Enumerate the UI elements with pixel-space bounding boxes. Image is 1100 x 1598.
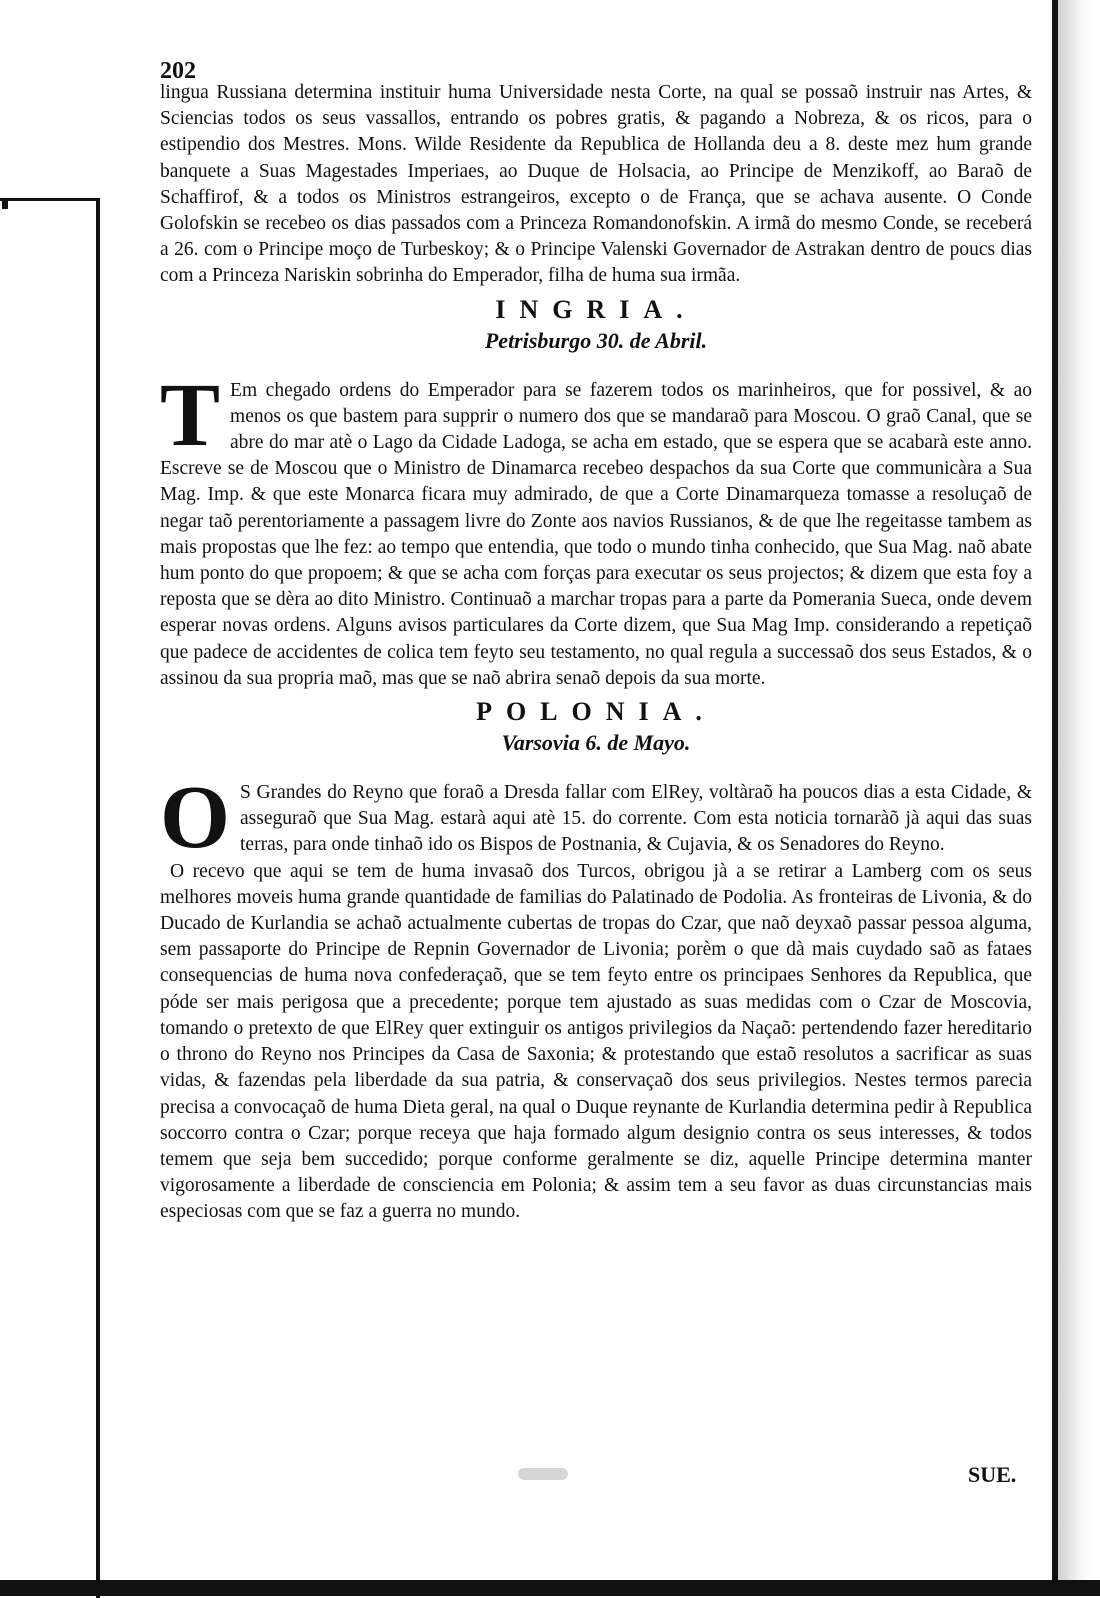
section-paragraph: Em chegado ordens do Emperador para se fazerem todos os marinheiros, que for possivel, & ao menos os que bastem para supprir o numero dos que se mandaraõ para Moscou. O graõ Canal, que se abre do mar atè o Lago da Cidade Ladoga, se acha em estado, que se espera que se acabarà este anno. Escreve se de Moscou que o Ministro de Dinamarca recebeo despachos da sua Corte que communicàra a Sua Mag. Imp. & que este Monarca ficara muy admirado, de que a Corte Dinamarqueza tomasse a resoluçaõ de negar taõ perentoriamente a passagem livre do Zonte aos navios Russianos, & de que lhe regeitasse tambem as mais propostas que lhe fez: ao tempo que entendia, que todo o mundo tinha conhecido, que Sua Mag. naõ abate hum ponto do que propoem; & que se acha com forças para executar os seus projectos; & dizem que esta foy a reposta que se dèra ao dito Ministro. Continuaõ a marchar tropas para a parte da Pomerania Sueca, onde devem esperar novas ordens. Alguns avisos particulares da Corte dizem, que Sua Mag Imp. considerando a repetiçaõ que padece de accidentes de colica tem feyto seu testamento, no qual regula a successaõ dos seus Estados, & o assinou da sua propria maõ, mas que se naõ abrira senaõ depois da sua morte. xyxy=(160,379,1032,689)
intro-paragraph: lingua Russiana determina instituir huma Universidade nesta Corte, na qual se possaõ instruir nas Artes, & Sciencias todos os seus vassallos, entrando os pobres gratis, & pagando a Nobreza, & os ricos, para o estipendio dos Mestres. Mons. Wilde Residente da Republica de Hollanda deu a 8. deste mez hum grande banquete a Suas Magestades Imperiaes, ao Duque de Holsacia, ao Principe de Menzikoff, ao Baraõ de Schaffirof, & a todos os Ministros estrangeiros, excepto o de França, que se achava ausente. O Conde Golofskin se recebeo os dias passados com a Princeza Romandonofskin. A irmã do mesmo Conde, se receberá a 26. com o Principe moço de Turbeskoy; & o Principe Valenski Governador de Astrakan dentro de poucs dias com a Princeza Nariskin sobrinha do Emperador, filha de huma sua irmãa. xyxy=(160,82,1032,287)
gazette-page xyxy=(160,58,1032,1226)
section-paragraph: O recevo que aqui se tem de huma invasaõ dos Turcos, obrigou jà a se retirar a Lamberg com os seus melhores moveis huma grande quantidade de familias do Palatinado de Podolia. As fronteiras de Livonia, & do Ducado de Kurlandia se achaõ actualmente cubertas de tropas do Czar, que naõ deyxaõ passar pessoa alguma, sem passaporte do Principe de Repnin Governador de Livonia; porèm o que dà mais cuydado saõ as fataes consequencias de huma nova confederaçaõ, que se tem feyto entre os principaes Senhores da Republica, que póde ser mais perigosa que a precedente; porque tem ajustado as suas medidas com o Czar de Moscovia, tomando o pretexto de que ElRey quer extinguir os antigos privilegios da Naçaõ: pertendendo fazer hereditario o throno do Reyno nos Principes da Casa de Saxonia; & protestando que estaõ resolutos a sacrificar as suas vidas, & fazendas pela liberdade da sua patria, & conservaçaõ dos seus privilegios. Nestes termos parecia precisa a convocaçaõ de huma Dieta geral, na qual o Duque reynante de Kurlandia determina pedir à Republica soccorro contra o Czar; porque receya que haja formado algum designio contra os seus interesses, & todos temem que seja bem succedido; porque conforme geralmente se diz, aquelle Principe determina manter vigorosamente a liberdade de consciencia em Polonia; & assim tem a seu favor as duas circunstancias mais especiosas com que se faz a guerra no mundo. xyxy=(160,860,1032,1223)
drop-cap: T xyxy=(160,365,221,465)
bottom-scan-border xyxy=(0,1580,1100,1596)
catchword: SUE. xyxy=(968,1462,1017,1487)
page-number: 202 xyxy=(160,58,196,84)
section-dateline: Petrisburgo 30. de Abril. xyxy=(484,327,708,353)
section-dateline: Varsovia 6. de Mayo. xyxy=(501,730,691,756)
section-polonia xyxy=(160,696,1032,1225)
left-page-edge xyxy=(0,198,100,1598)
section-paragraph: S Grandes do Reyno que foraõ a Dresda fallar com ElRey, voltàraõ ha poucos dias a esta Cidade, & asseguraõ que Sua Mag. estarà aqui atè 15. do corrente. Com esta noticia tornaràõ jà aqui das suas terras, para onde tinhaõ ido os Bispos de Postnania, & Cujavia, & os Senadores do Reyno. xyxy=(240,782,1032,856)
drop-cap: O xyxy=(160,768,231,868)
right-page-edge xyxy=(1052,0,1094,1596)
edge-mark xyxy=(2,201,8,209)
ink-smudge xyxy=(518,1468,568,1480)
section-title: POLONIA. xyxy=(476,697,716,727)
section-ingria xyxy=(160,294,1032,692)
section-title: INGRIA. xyxy=(495,294,697,324)
page-fold-shadow xyxy=(1058,0,1092,1596)
